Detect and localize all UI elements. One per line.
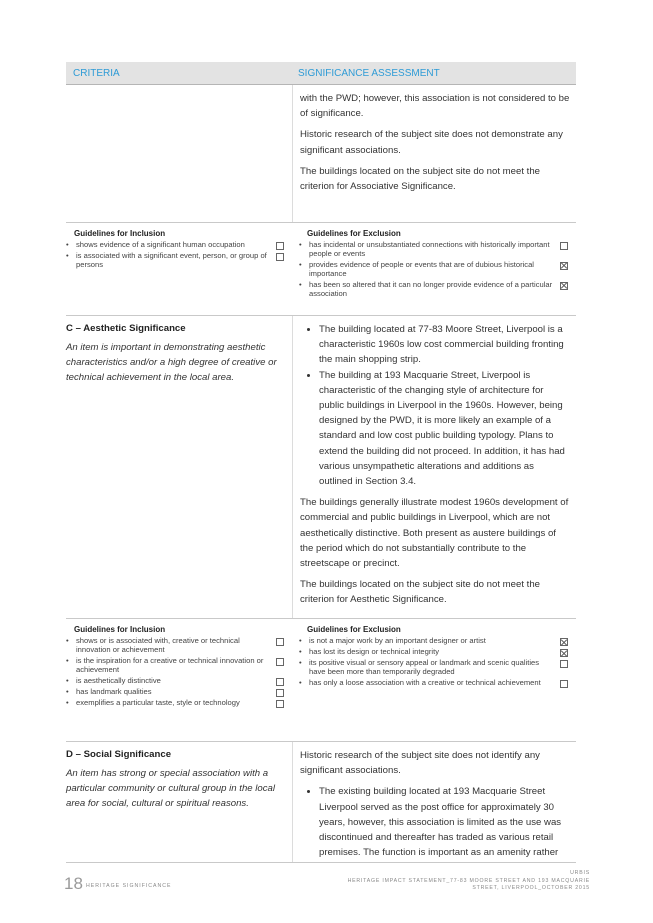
list-item: • is aesthetically distinctive bbox=[66, 676, 286, 686]
criteria-header: CRITERIA bbox=[73, 67, 120, 79]
page-number: 18 bbox=[64, 874, 83, 893]
checkbox bbox=[276, 700, 284, 708]
list-item: • has only a loose association with a creative or technical achievement bbox=[299, 678, 570, 688]
guidelines-inclusion-title: Guidelines for Inclusion bbox=[74, 229, 166, 238]
inclusion-list bbox=[66, 636, 286, 708]
inclusion-list bbox=[66, 240, 286, 270]
paragraph: Historic research of the subject site does not demonstrate any significant associations. bbox=[300, 129, 563, 156]
list-item: • has been so altered that it can no longer provide evidence of a particular association bbox=[299, 280, 570, 299]
guidelines-exclusion-title: Guidelines for Exclusion bbox=[307, 625, 401, 634]
paragraph: Historic research of the subject site does not identify any significant associations. bbox=[300, 750, 540, 777]
checkbox-checked bbox=[560, 649, 568, 657]
criterion-title: C – Aesthetic Significance bbox=[66, 323, 186, 334]
section-name: HERITAGE SIGNIFICANCE bbox=[86, 883, 172, 889]
paragraph: The buildings generally illustrate modest 1960s development of commercial and public buildings in Liverpool, which are not aesthetically distinctive. Both present as austere buildings of the period which do not substantially contribute to the streetscape or precinct. bbox=[300, 497, 569, 570]
row-associative-continued bbox=[66, 85, 576, 223]
guidelines-associative bbox=[66, 223, 576, 316]
exclusion-list bbox=[299, 636, 570, 688]
page-footer bbox=[0, 870, 653, 900]
checkbox bbox=[560, 660, 568, 668]
paragraph: The buildings located on the subject site do not meet the criterion for Associative Significance. bbox=[300, 165, 540, 193]
checkbox-checked bbox=[560, 282, 568, 290]
checkbox bbox=[276, 678, 284, 686]
checkbox bbox=[276, 689, 284, 697]
org-name: URBIS bbox=[570, 870, 590, 876]
checkbox-checked bbox=[560, 638, 568, 646]
row-aesthetic-significance bbox=[66, 316, 576, 619]
list-item: • provides evidence of people or events that are of dubious historical importance bbox=[299, 260, 570, 279]
checkbox bbox=[276, 253, 284, 261]
assessment-header: SIGNIFICANCE ASSESSMENT bbox=[298, 67, 440, 79]
checkbox bbox=[276, 638, 284, 646]
checkbox bbox=[560, 242, 568, 250]
paragraph: with the PWD; however, this association is not considered to be of significance. bbox=[300, 93, 570, 120]
list-item: • is not a major work by an important designer or artist bbox=[299, 636, 570, 646]
checkbox bbox=[276, 242, 284, 250]
checkbox bbox=[276, 658, 284, 666]
list-item: • is associated with a significant event, person, or group of persons bbox=[66, 251, 286, 270]
paragraph: The buildings located on the subject site do not meet the criterion for Aesthetic Significance. bbox=[300, 579, 540, 606]
list-item: • shows or is associated with, creative or technical innovation or achievement bbox=[66, 636, 286, 655]
guidelines-inclusion-title: Guidelines for Inclusion bbox=[74, 625, 166, 634]
table-header bbox=[66, 62, 576, 85]
exclusion-list bbox=[299, 240, 570, 298]
criterion-description: An item has strong or special association with a particular community or cultural group in the local area for social, cultural or spiritual reasons. bbox=[66, 768, 276, 810]
assessment-bullets bbox=[300, 322, 570, 489]
list-item: • has lost its design or technical integrity bbox=[299, 647, 570, 657]
doc-title-line1: HERITAGE IMPACT STATEMENT_77-83 MOORE STREET AND 193 MACQUARIE bbox=[347, 877, 590, 884]
document-info bbox=[348, 870, 590, 893]
list-item: • is the inspiration for a creative or technical innovation or achievement bbox=[66, 656, 286, 675]
checkbox-checked bbox=[560, 262, 568, 270]
list-item: • its positive visual or sensory appeal or landmark and scenic qualities have been more than temporarily degraded bbox=[299, 658, 570, 677]
criterion-title: D – Social Significance bbox=[66, 749, 172, 760]
checkbox bbox=[560, 680, 568, 688]
guidelines-aesthetic bbox=[66, 619, 576, 742]
assessment-bullets bbox=[300, 784, 570, 860]
list-item: • has landmark qualities bbox=[66, 687, 286, 697]
list-item: • has incidental or unsubstantiated connections with historically important people or events bbox=[299, 240, 570, 259]
guidelines-exclusion-title: Guidelines for Exclusion bbox=[307, 229, 401, 238]
bullet-item: • The building located at 77-83 Moore Street, Liverpool is a characteristic 1960s low cost commercial building fronting the main shopping strip. bbox=[319, 322, 570, 368]
doc-title-line2: STREET, LIVERPOOL_OCTOBER 2015 bbox=[472, 885, 590, 892]
list-item: • shows evidence of a significant human occupation bbox=[66, 240, 286, 250]
criterion-description: An item is important in demonstrating aesthetic characteristics and/or a high degree of creative or technical achievement in the local area. bbox=[66, 342, 277, 384]
bullet-item: • The building at 193 Macquarie Street, Liverpool is characteristic of the changing style of architecture for public buildings in Liverpool in the 1960s. However, being designed by the PWD, it is more likely an example of a standard and low cost public building typology. Plans to extend the building did not proceed. In addition, it has had various unsympathetic alterations and additions as outlined in Section 3.4. bbox=[319, 368, 570, 490]
list-item: • exemplifies a particular taste, style or technology bbox=[66, 698, 286, 708]
significance-table bbox=[66, 62, 576, 863]
row-social-significance bbox=[66, 742, 576, 863]
bullet-item: • The existing building located at 193 Macquarie Street Liverpool served as the post office for approximately 30 years, however, this association is limited as the use was discontinued and thereafter has traded as various retail premises. The function is important as an amenity rather bbox=[319, 784, 570, 860]
